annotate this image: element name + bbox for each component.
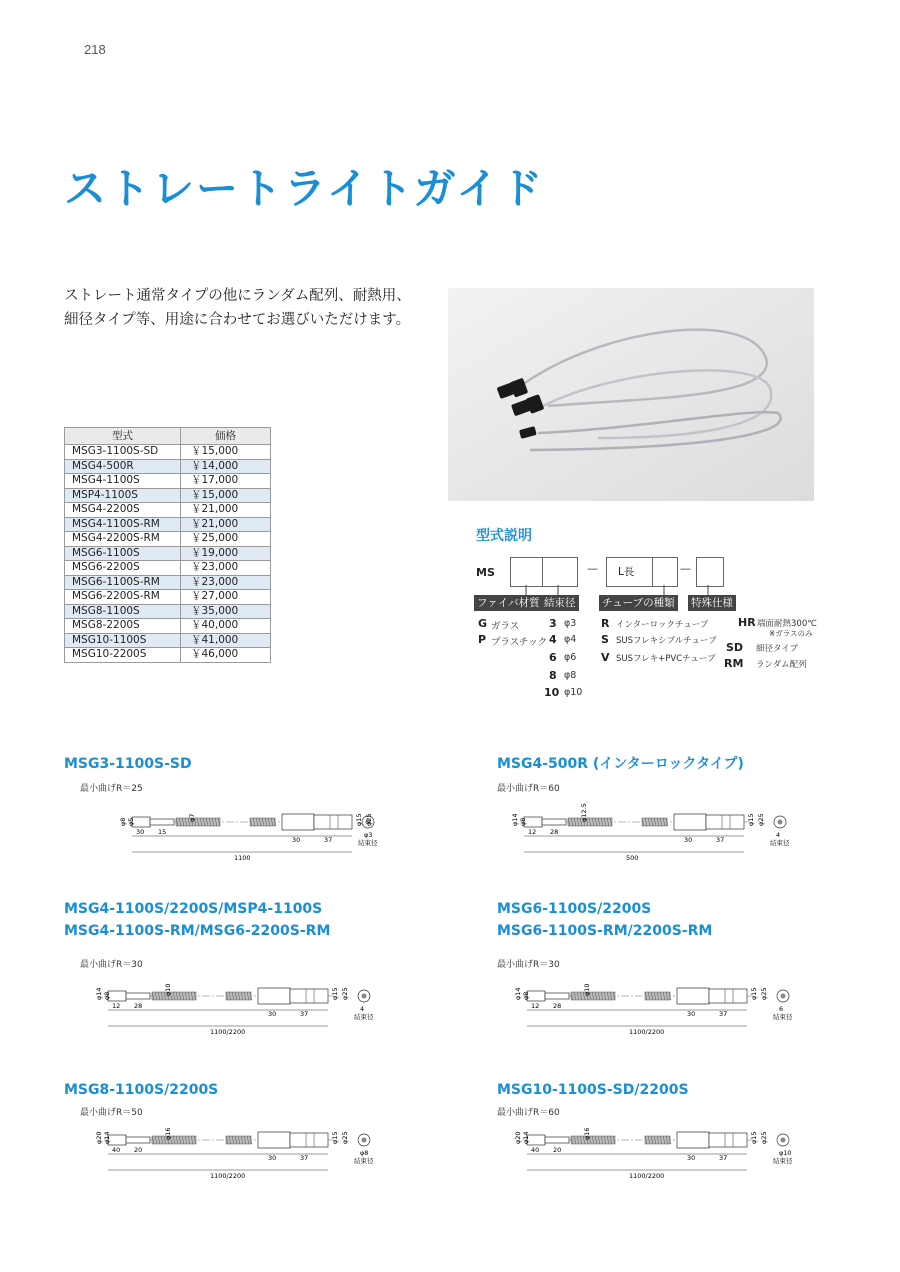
- cell-model: MSG3-1100S-SD: [65, 445, 181, 460]
- bundle-diameter-label: 結束径: [773, 1157, 793, 1165]
- cell-model: MSG8-2200S: [65, 619, 181, 634]
- diameter-c: φ10: [164, 983, 172, 996]
- drawing-title-msg3: MSG3-1100S-SD: [64, 756, 192, 772]
- product-photo: [448, 288, 814, 501]
- diameter-a: φ8: [119, 817, 127, 826]
- tag-tube-type: チューブの種類: [599, 595, 678, 611]
- spec-prefix: MS: [476, 566, 495, 579]
- diameter-d: φ15: [331, 987, 339, 1000]
- connector-head: [290, 989, 328, 1003]
- cell-model: MSG6-1100S-RM: [65, 575, 181, 590]
- diameter-end: φ3: [364, 831, 373, 839]
- diameter-d: φ15: [750, 1131, 758, 1144]
- cell-price: ￥21,000: [181, 503, 271, 518]
- header-price: 価格: [181, 428, 271, 445]
- connector-body: [677, 988, 709, 1004]
- dim-total-length: 1100: [234, 854, 251, 862]
- diameter-end: φ10: [779, 1149, 792, 1157]
- table-row: [65, 488, 271, 503]
- ferrule-tip: [545, 1137, 569, 1143]
- dim-c: 30: [292, 836, 301, 844]
- dim-d: 37: [719, 1154, 728, 1162]
- drawing-msg8: [86, 1118, 386, 1182]
- diameter-code-6: 6: [549, 651, 557, 664]
- material-code-g: G: [478, 617, 488, 630]
- min-bend-radius-msg8: 最小曲げR＝50: [80, 1108, 143, 1118]
- diameter-label-6: φ6: [564, 652, 577, 663]
- cell-price: ￥35,000: [181, 604, 271, 619]
- intro-text: [64, 284, 411, 332]
- min-bend-radius-msg10: 最小曲げR＝60: [497, 1108, 560, 1118]
- connector-body: [258, 988, 290, 1004]
- intro-line-2: 細径タイプ等、用途に合わせてお選びいただけます。: [64, 312, 411, 328]
- diameter-end: 4: [360, 1005, 365, 1013]
- tube-code-s: S: [601, 633, 609, 646]
- spec-length-label: L長: [618, 566, 635, 578]
- min-bend-radius-msg6: 最小曲げR＝30: [497, 960, 560, 970]
- dim-d: 37: [716, 836, 725, 844]
- table-row: [65, 445, 271, 460]
- cell-model: MSG4-1100S: [65, 474, 181, 489]
- drawing-msg4: [86, 974, 386, 1036]
- end-view-core: [362, 1138, 367, 1143]
- spec-box-material: [510, 557, 544, 587]
- diameter-end: 4: [776, 831, 781, 839]
- dim-total-length: 1100/2200: [210, 1028, 246, 1036]
- cell-price: ￥14,000: [181, 459, 271, 474]
- drawing-msg3: [110, 800, 390, 862]
- cell-model: MSG6-2200S-RM: [65, 590, 181, 605]
- diameter-a: φ14: [95, 987, 103, 1000]
- special-code-sd: SD: [726, 641, 744, 654]
- dim-total-length: 1100/2200: [210, 1172, 246, 1180]
- price-table-header: [65, 428, 271, 445]
- dim-d: 37: [300, 1154, 309, 1162]
- diameter-b: φ8: [103, 991, 111, 1000]
- tube-code-r: R: [601, 617, 610, 630]
- cell-price: ￥27,000: [181, 590, 271, 605]
- spec-box-diameter: [542, 557, 578, 587]
- cell-price: ￥19,000: [181, 546, 271, 561]
- tag-fiber-material: ファイバ材質: [474, 595, 543, 611]
- drawing-title-msg6-1: MSG6-1100S/2200S: [497, 901, 652, 917]
- price-table: [64, 427, 271, 663]
- cell-model: MSG8-1100S: [65, 604, 181, 619]
- ferrule-tip: [126, 993, 150, 999]
- diameter-a: φ20: [95, 1131, 103, 1144]
- dim-b: 20: [134, 1146, 143, 1154]
- diameter-c: φ12.5: [580, 803, 588, 822]
- table-row: [65, 648, 271, 663]
- tag-special-spec: 特殊仕様: [688, 595, 736, 611]
- cell-price: ￥15,000: [181, 445, 271, 460]
- diameter-d: φ15: [747, 813, 755, 826]
- diameter-b: φ14: [103, 1131, 111, 1144]
- table-row: [65, 575, 271, 590]
- diameter-code-10: 10: [544, 686, 560, 699]
- dim-b: 15: [158, 828, 167, 836]
- drawing-msg10: [505, 1118, 805, 1182]
- diameter-d: φ15: [331, 1131, 339, 1144]
- diameter-c: φ10: [583, 983, 591, 996]
- table-row: [65, 546, 271, 561]
- diameter-label-3: φ3: [564, 618, 577, 629]
- tube-code-v: V: [601, 651, 610, 664]
- bundle-diameter-label: 結束径: [773, 1013, 793, 1021]
- diameter-code-3: 3: [549, 617, 557, 630]
- dim-a: 12: [528, 828, 537, 836]
- connector-body: [258, 1132, 290, 1148]
- cell-price: ￥41,000: [181, 633, 271, 648]
- cell-model: MSG4-2200S-RM: [65, 532, 181, 547]
- cell-price: ￥23,000: [181, 575, 271, 590]
- dim-a: 12: [531, 1002, 540, 1010]
- dim-c: 30: [268, 1010, 277, 1018]
- material-code-p: P: [478, 633, 487, 646]
- table-row: [65, 517, 271, 532]
- diameter-a: φ20: [514, 1131, 522, 1144]
- tube-label-v: SUSフレキ+PVCチューブ: [616, 654, 716, 664]
- dim-a: 30: [136, 828, 145, 836]
- diameter-c: φ16: [164, 1127, 172, 1140]
- table-row: [65, 532, 271, 547]
- connector-head: [314, 815, 352, 829]
- spec-dash-1: —: [587, 562, 598, 575]
- table-row: [65, 474, 271, 489]
- bundle-diameter-label: 結束径: [770, 839, 790, 847]
- light-guide-image: [448, 288, 814, 501]
- diameter-e: φ25: [341, 987, 349, 1000]
- ferrule-tip: [150, 819, 174, 825]
- diameter-e: φ25: [341, 1131, 349, 1144]
- diameter-c: φ16: [583, 1127, 591, 1140]
- dim-total-length: 1100/2200: [629, 1172, 665, 1180]
- min-bend-radius-msg3: 最小曲げR＝25: [80, 784, 143, 794]
- diameter-code-8: 8: [549, 669, 557, 682]
- diameter-a: φ14: [511, 813, 519, 826]
- ferrule-tip: [542, 819, 566, 825]
- table-row: [65, 633, 271, 648]
- page-number: 218: [84, 42, 106, 57]
- special-code-rm: RM: [724, 657, 744, 670]
- cell-price: ￥21,000: [181, 517, 271, 532]
- header-model: 型式: [65, 428, 181, 445]
- cell-model: MSG6-1100S: [65, 546, 181, 561]
- dim-c: 30: [268, 1154, 277, 1162]
- diameter-c: φ7: [188, 813, 196, 822]
- table-row: [65, 604, 271, 619]
- drawing-title-msg4-1: MSG4-1100S/2200S/MSP4-1100S: [64, 901, 323, 917]
- drawing-msg6: [505, 974, 805, 1036]
- cell-price: ￥40,000: [181, 619, 271, 634]
- dim-total-length: 500: [626, 854, 639, 862]
- special-label-hr: 端面耐熱300℃: [757, 619, 817, 629]
- diameter-code-4: 4: [549, 633, 557, 646]
- end-view-core: [362, 994, 367, 999]
- dim-b: 28: [134, 1002, 143, 1010]
- cell-model: MSG4-500R: [65, 459, 181, 474]
- dim-c: 30: [684, 836, 693, 844]
- spec-dash-2: —: [680, 562, 691, 575]
- diameter-d: φ15: [750, 987, 758, 1000]
- connector-body: [674, 814, 706, 830]
- dim-a: 40: [531, 1146, 540, 1154]
- diameter-e: φ25: [757, 813, 765, 826]
- dim-a: 12: [112, 1002, 121, 1010]
- ferrule-tip: [545, 993, 569, 999]
- diameter-end: 6: [779, 1005, 784, 1013]
- special-label-rm: ランダム配列: [756, 660, 807, 670]
- bundle-diameter-label: 結束径: [354, 1157, 374, 1165]
- ferrule-tip: [126, 1137, 150, 1143]
- special-code-hr: HR: [738, 616, 756, 629]
- drawing-title-msg10: MSG10-1100S-SD/2200S: [497, 1082, 689, 1098]
- min-bend-radius-msg4-500r: 最小曲げR＝60: [497, 784, 560, 794]
- dim-c: 30: [687, 1154, 696, 1162]
- special-label-sd: 細径タイプ: [756, 644, 799, 654]
- tube-label-s: SUSフレキシブルチューブ: [616, 636, 717, 646]
- connector-body: [282, 814, 314, 830]
- spec-box-special: [696, 557, 724, 587]
- special-note-hr: ※ガラスのみ: [769, 629, 813, 638]
- drawing-title-msg6-2: MSG6-1100S-RM/2200S-RM: [497, 923, 713, 939]
- table-row: [65, 561, 271, 576]
- spec-title: 型式説明: [476, 528, 532, 544]
- dim-b: 28: [550, 828, 559, 836]
- diameter-e: φ25: [760, 987, 768, 1000]
- cell-model: MSG10-1100S: [65, 633, 181, 648]
- min-bend-radius-msg4: 最小曲げR＝30: [80, 960, 143, 970]
- dim-total-length: 1100/2200: [629, 1028, 665, 1036]
- bundle-diameter-label: 結束径: [354, 1013, 374, 1021]
- diameter-d: φ15: [355, 813, 363, 826]
- cell-model: MSG4-2200S: [65, 503, 181, 518]
- end-view-core: [781, 1138, 786, 1143]
- table-row: [65, 619, 271, 634]
- bundle-diameter-label: 結束径: [358, 839, 378, 847]
- end-view-core: [778, 820, 783, 825]
- drawing-title-msg8: MSG8-1100S/2200S: [64, 1082, 219, 1098]
- tag-bundle-diameter: 結束径: [541, 595, 579, 611]
- cell-price: ￥17,000: [181, 474, 271, 489]
- table-row: [65, 590, 271, 605]
- cell-price: ￥25,000: [181, 532, 271, 547]
- cell-model: MSP4-1100S: [65, 488, 181, 503]
- dim-d: 37: [300, 1010, 309, 1018]
- end-view-core: [781, 994, 786, 999]
- diameter-end: φ8: [360, 1149, 369, 1157]
- diameter-label-8: φ8: [564, 670, 577, 681]
- diameter-e: φ25: [365, 813, 373, 826]
- page-title: ストレートライトガイド: [64, 164, 545, 213]
- cell-price: ￥46,000: [181, 648, 271, 663]
- cell-model: MSG6-2200S: [65, 561, 181, 576]
- diameter-e: φ25: [760, 1131, 768, 1144]
- connector-head: [709, 989, 747, 1003]
- cell-price: ￥23,000: [181, 561, 271, 576]
- dim-b: 20: [553, 1146, 562, 1154]
- material-label-g: ガラス: [491, 621, 520, 632]
- dim-a: 40: [112, 1146, 121, 1154]
- dim-b: 28: [553, 1002, 562, 1010]
- diameter-b: φ14: [522, 1131, 530, 1144]
- diameter-a: φ14: [514, 987, 522, 1000]
- spec-box-tube: [652, 557, 678, 587]
- connector-body: [677, 1132, 709, 1148]
- table-row: [65, 503, 271, 518]
- drawing-msg4-500r: [502, 800, 802, 862]
- tube-label-r: インターロックチューブ: [616, 620, 709, 630]
- material-label-p: プラスチック: [491, 637, 548, 648]
- dim-d: 37: [324, 836, 333, 844]
- cell-price: ￥15,000: [181, 488, 271, 503]
- diameter-label-4: φ4: [564, 634, 577, 645]
- diameter-b: φ5: [127, 817, 135, 826]
- dim-c: 30: [687, 1010, 696, 1018]
- drawing-title-msg4-500r: MSG4-500R (インターロックタイプ): [497, 756, 744, 772]
- spec-box-length: [606, 557, 654, 587]
- intro-line-1: ストレート通常タイプの他にランダム配列、耐熱用、: [64, 288, 411, 304]
- diameter-b: φ8: [522, 991, 530, 1000]
- cell-model: MSG10-2200S: [65, 648, 181, 663]
- connector-head: [290, 1133, 328, 1147]
- diameter-b: φ8: [519, 817, 527, 826]
- connector-head: [706, 815, 744, 829]
- dim-d: 37: [719, 1010, 728, 1018]
- cell-model: MSG4-1100S-RM: [65, 517, 181, 532]
- connector-head: [709, 1133, 747, 1147]
- diameter-label-10: φ10: [564, 687, 583, 698]
- drawing-title-msg4-2: MSG4-1100S-RM/MSG6-2200S-RM: [64, 923, 331, 939]
- table-row: [65, 459, 271, 474]
